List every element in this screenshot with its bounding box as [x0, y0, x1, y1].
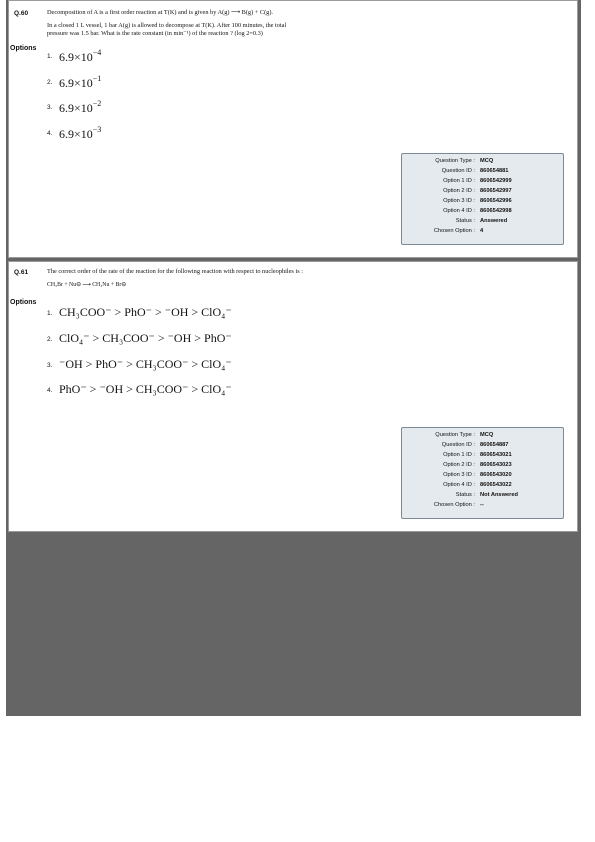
question-text-line: Decomposition of A is a first order reaction at T(K) and is given by A(g) ⟶ B(g) + C(g). [47, 9, 273, 16]
question-text-line: pressure was 1.5 bar. What is the rate constant (in min⁻¹) of the reaction ? (log 2=0.3) [47, 30, 263, 37]
question-info-panel [401, 427, 564, 519]
option-1-value: CH₃COO⁻ > PhO⁻ > ⁻OH > ClO₄⁻ [59, 305, 232, 319]
status-value: Not Answered [480, 492, 519, 498]
option-1-id-value: 8606543021 [480, 452, 512, 458]
options-label: Options [10, 299, 37, 306]
info-label: Option 3 ID : [443, 472, 475, 478]
option-3-value: $6.9\times 10^{-2}$ [59, 99, 102, 115]
info-label: Option 1 ID : [443, 178, 475, 184]
chosen-option-value: -- [480, 502, 484, 508]
question-number: Q.61 [14, 269, 29, 276]
info-label: Option 4 ID : [443, 482, 475, 488]
option-4-id-value: 8606542998 [480, 208, 512, 214]
question-type-value: MCQ [480, 158, 494, 164]
option-1-value: $6.9\times 10^{-4}$ [59, 48, 102, 64]
option-3-id-value: 8606543020 [480, 472, 512, 478]
info-label: Option 2 ID : [443, 462, 475, 468]
option-2-id-value: 8606542997 [480, 188, 512, 194]
option-number: 3. [47, 104, 53, 111]
option-number: 1. [47, 53, 53, 60]
info-label: Option 1 ID : [443, 452, 475, 458]
question-card-61 [8, 261, 578, 532]
info-label: Option 3 ID : [443, 198, 475, 204]
info-label: Status : [455, 218, 475, 224]
option-4-value: $6.9\times 10^{-3}$ [59, 125, 102, 141]
info-label: Chosen Option : [433, 502, 475, 508]
status-value: Answered [480, 218, 508, 224]
option-2-value: ClO₄⁻ > CH₃COO⁻ > ⁻OH > PhO⁻ [59, 331, 232, 345]
info-label: Status : [455, 492, 475, 498]
question-text-line: The correct order of the rate of the reaction for the following reaction with respect to nucleophiles is : [47, 268, 303, 275]
option-2-id-value: 8606543023 [480, 462, 512, 468]
info-label: Question Type : [435, 432, 475, 438]
option-number: 3. [47, 362, 53, 369]
info-label: Chosen Option : [433, 228, 475, 234]
reaction-equation: CH₃Br + Nu⊖ ⟶ CH₃Nu + Br⊖ [47, 282, 127, 288]
info-label: Question ID : [441, 168, 475, 174]
question-type-value: MCQ [480, 432, 494, 438]
option-2-value: $6.9\times 10^{-1}$ [59, 74, 102, 90]
option-4-id-value: 8606543022 [480, 482, 512, 488]
option-number: 2. [47, 336, 53, 343]
info-label: Option 2 ID : [443, 188, 475, 194]
option-number: 2. [47, 79, 53, 86]
chosen-option-value: 4 [480, 228, 484, 234]
question-number: Q.60 [14, 10, 29, 17]
options-label: Options [10, 45, 37, 52]
option-3-id-value: 8606542996 [480, 198, 512, 204]
question-info-panel [401, 153, 564, 245]
option-3-value: ⁻OH > PhO⁻ > CH₃COO⁻ > ClO₄⁻ [59, 357, 232, 371]
question-id-value: 860654881 [480, 168, 509, 174]
option-1-id-value: 8606542999 [480, 178, 512, 184]
info-label: Question Type : [435, 158, 475, 164]
option-number: 1. [47, 310, 53, 317]
question-text-line: In a closed 1 L vessel, 1 bar A(g) is allowed to decompose at T(K). After 100 minutes, the total [47, 22, 287, 29]
question-card-60 [8, 0, 578, 258]
info-label: Option 4 ID : [443, 208, 475, 214]
option-number: 4. [47, 387, 53, 394]
info-label: Question ID : [441, 442, 475, 448]
option-4-value: PhO⁻ > ⁻OH > CH₃COO⁻ > ClO₄⁻ [59, 382, 232, 396]
option-number: 4. [47, 130, 53, 137]
question-id-value: 860654887 [480, 442, 509, 448]
